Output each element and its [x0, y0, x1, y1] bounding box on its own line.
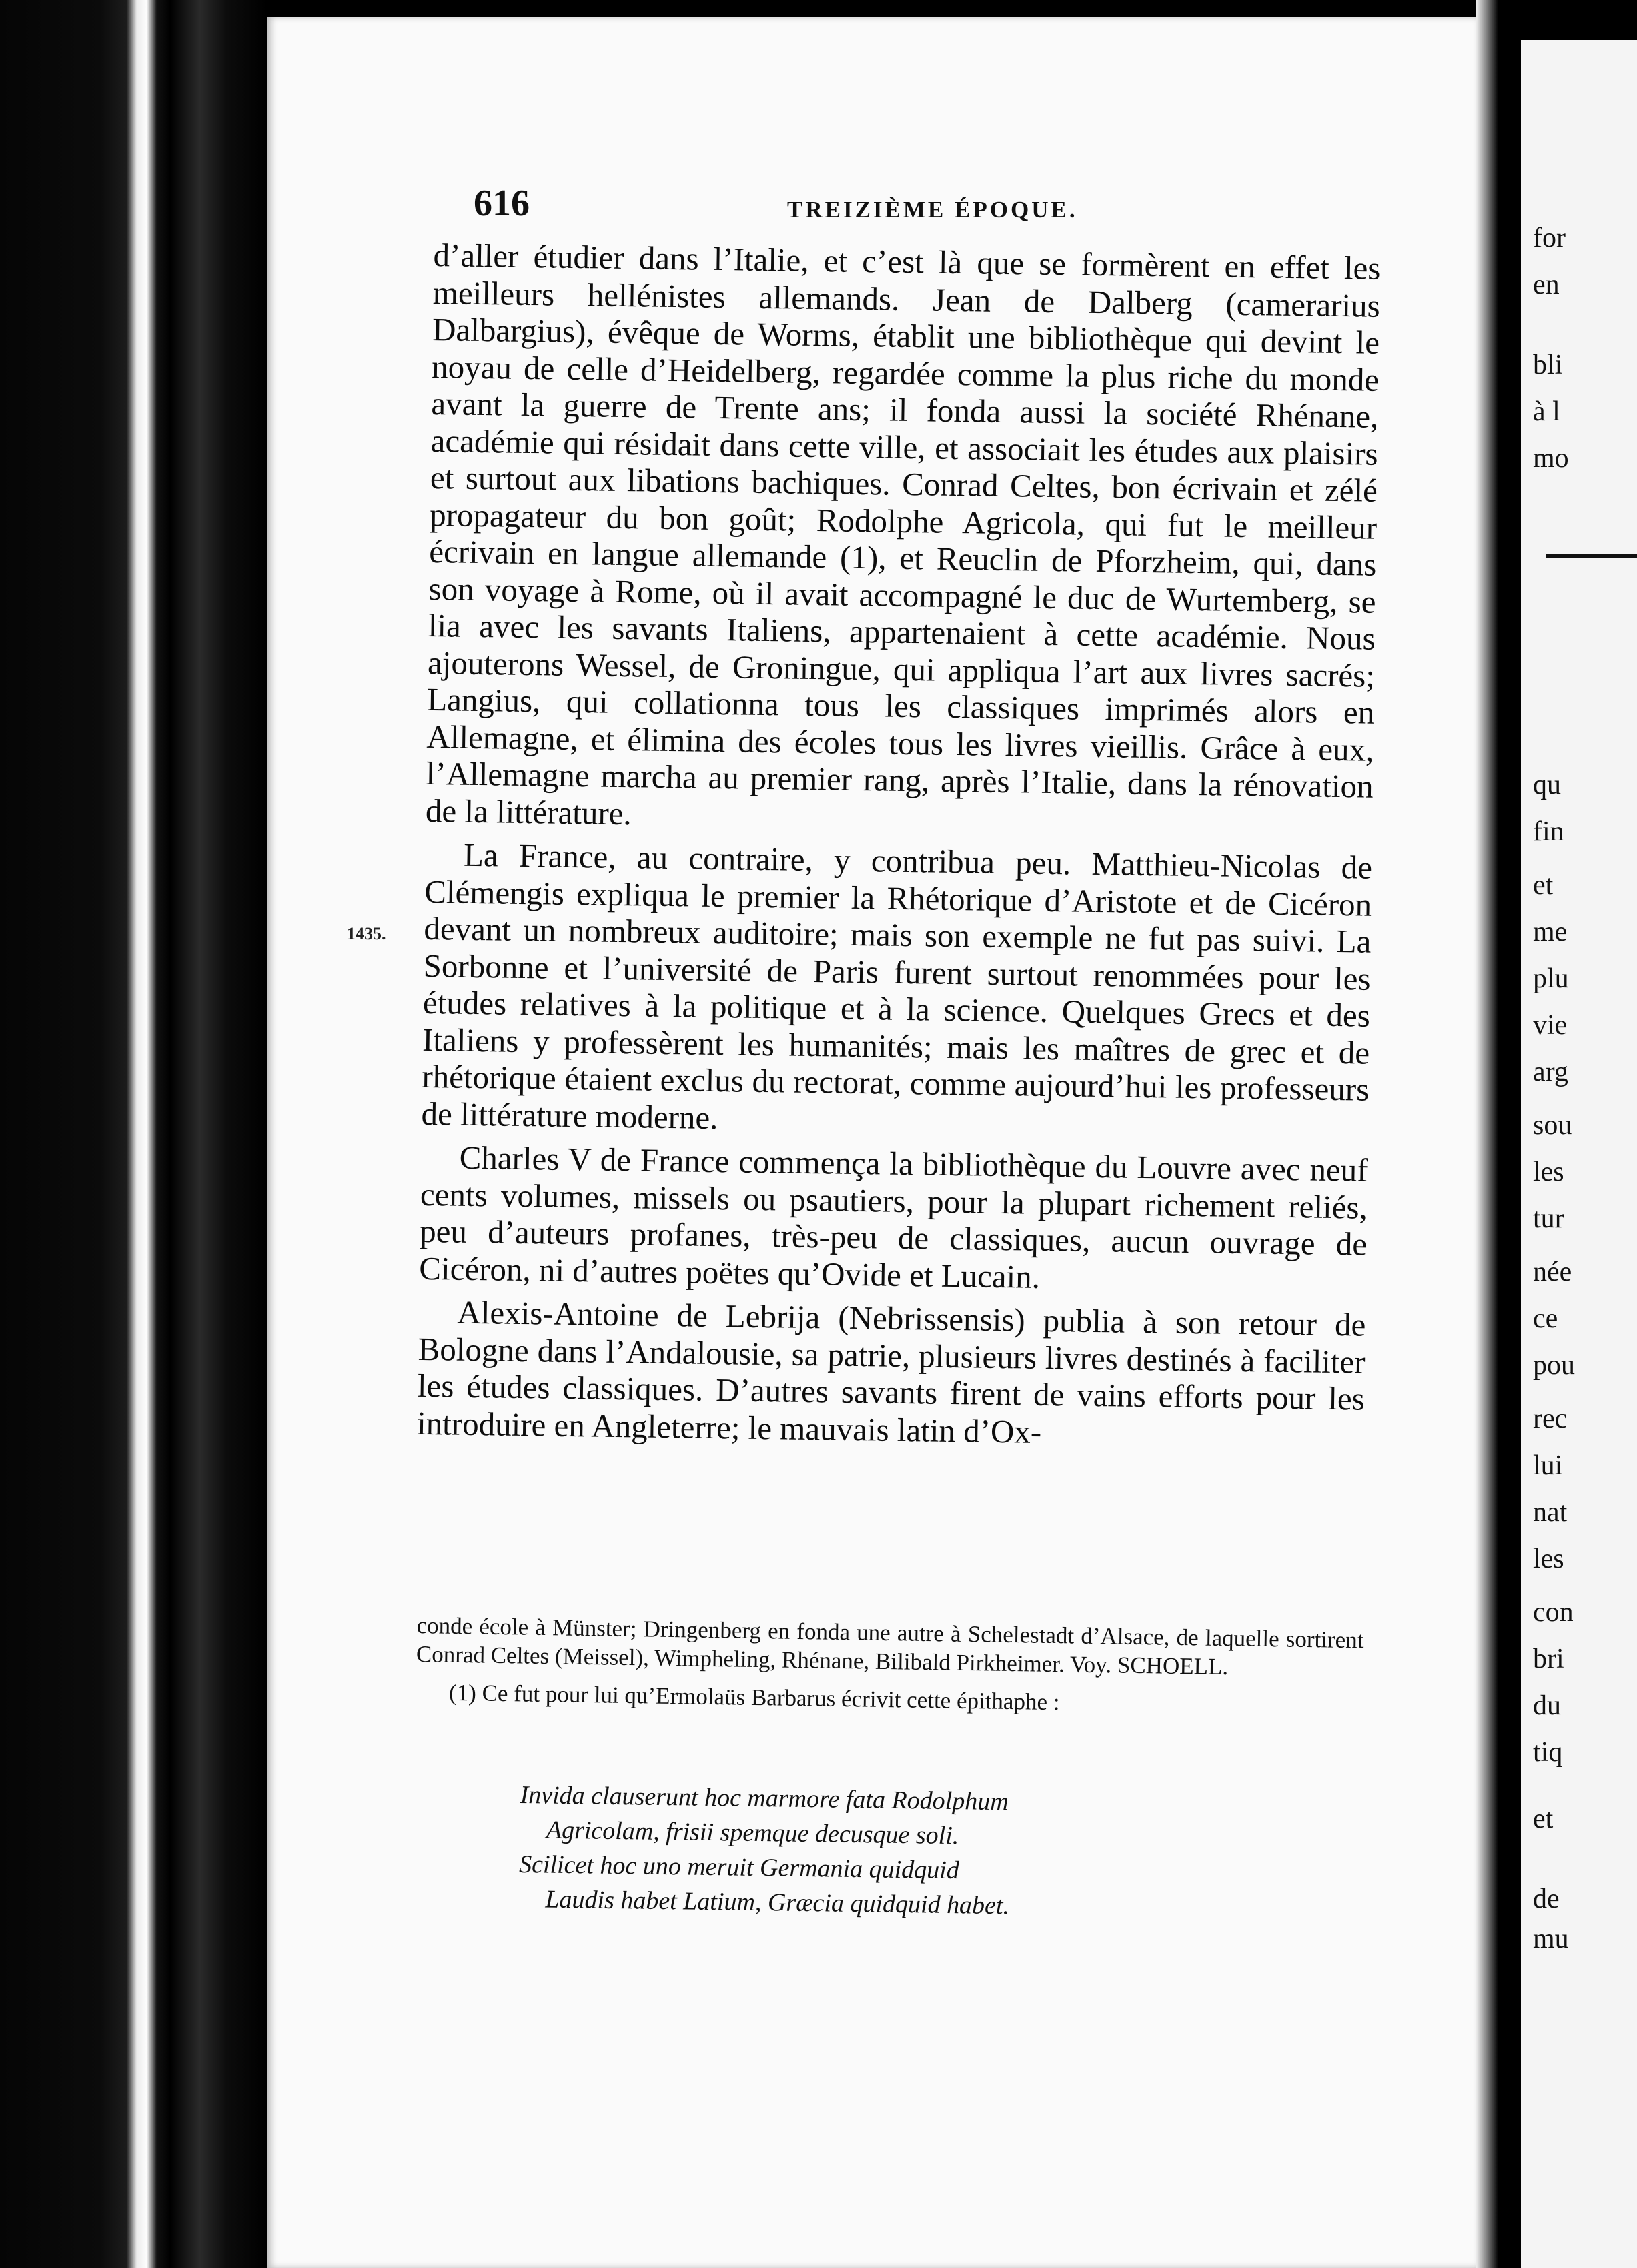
next-page-fragment: tur [1533, 1203, 1564, 1234]
paragraph-4: Alexis-Antoine de Lebrija (Nebrissensis) publia à son retour de Bologne dans l’Andalousie, sa patrie, plusieurs livres destinés à faciliter les études classiques. D’autres savants firent de vains efforts pour les introduire en Angleterre; le mauvais latin d’Ox- [416, 1293, 1366, 1450]
epitaph-line: Scilicet hoc uno meruit Germania quidquid [518, 1850, 960, 1885]
page-number: 616 [474, 183, 530, 224]
next-page-fragment: de [1533, 1884, 1560, 1914]
next-page-fragment: bli [1533, 350, 1563, 380]
next-page-fragment: arg [1533, 1057, 1568, 1087]
next-page-fragment: pou [1533, 1350, 1575, 1381]
next-page-fragment: bri [1533, 1644, 1564, 1674]
next-page-fragment: fin [1533, 816, 1564, 847]
page-header [474, 182, 1378, 229]
next-page-fragment: me [1533, 917, 1568, 947]
book-spine [0, 0, 267, 2268]
next-page-rule [1546, 554, 1637, 558]
paragraph-1: d’aller étudier dans l’Italie, et c’est là que se formèrent en effet les meilleurs hellénistes allemands. Jean de Dalberg (camerarius Dalbargius), évêque de Worms, établit une bibliothèque qui devint le noyau de celle d’Heidelberg, regardée comme la plus riche du monde avant la guerre de Trente ans; il fonda aussi la société Rhénane, académie qui résidait dans cette ville, et associait les études aux plaisirs et surtout aux libations bachiques. Conrad Celtes, bon écrivain et zélé propagateur du bon goût; Rodolphe Agricola, qui fut le meilleur écrivain en langue allemande (1), et Reuclin de Pforzheim, qui, dans son voyage à Rome, où il avait accompagné le duc de Wurtemberg, se lia avec les savants Italiens, appartenaient à cette académie. Nous ajouterons Wessel, de Groningue, qui appliqua l’art aux livres sacrés; Langius, qui collationna tous les classiques imprimés alors en Allemagne, et élimina des écoles tous les livres vieillis. Grâce à eux, l’Allemagne marcha au premier rang, après l’Italie, dans la rénovation de la littérature. [425, 237, 1381, 832]
next-page-fragment: les [1533, 1157, 1564, 1187]
next-page-fragment: sou [1533, 1110, 1572, 1141]
next-page-fragment: nat [1533, 1497, 1568, 1528]
epitaph [518, 1778, 1187, 1926]
next-page-edge [1521, 40, 1637, 2268]
footnotes [416, 1611, 1364, 1721]
main-text [417, 237, 1381, 1455]
page-gutter [1476, 0, 1521, 2268]
next-page-fragment: les [1533, 1544, 1564, 1574]
next-page-fragment: en [1533, 269, 1560, 300]
epitaph-line: Laudis habet Latium, Græcia quidquid habet. [545, 1885, 1010, 1920]
next-page-fragment: tiq [1533, 1737, 1563, 1768]
footnote-continued: conde école à Münster; Dringenberg en fonda une autre à Schelestadt d’Alsace, de laquelle sortirent Conrad Celtes (Meissel), Wimpheling, Rhénane, Bilibald Pirkheimer. Voy. SCHOELL. [416, 1612, 1364, 1680]
epitaph-line: Invida clauserunt hoc marmore fata Rodolphum [520, 1780, 1009, 1816]
next-page-fragment: mu [1533, 1924, 1569, 1954]
running-head: TREIZIÈME ÉPOQUE. [787, 197, 1078, 223]
paragraph-3: Charles V de France commença la bibliothèque du Louvre avec neuf cents volumes, missels ou psautiers, pour la plupart richement reliés, peu d’auteurs profanes, très-peu de classiques, aucun ouvrage de Cicéron, ni d’autres poëtes qu’Ovide et Lucain. [419, 1139, 1368, 1295]
next-page-fragment: et [1533, 1804, 1554, 1834]
epitaph-line: Agricolam, frisii spemque decusque soli. [546, 1816, 959, 1850]
next-page-fragment: et [1533, 870, 1554, 901]
next-page-fragment: con [1533, 1597, 1574, 1628]
next-page-fragment: plu [1533, 963, 1569, 994]
next-page-fragment: vie [1533, 1010, 1568, 1041]
next-page-fragment: mo [1533, 443, 1569, 474]
next-page-fragment: for [1533, 223, 1566, 253]
book-page [267, 17, 1476, 2268]
margin-date: 1435. [347, 924, 386, 943]
next-page-fragment: lui [1533, 1450, 1563, 1481]
paragraph-2: La France, au contraire, y contribua peu. Matthieu-Nicolas de Clémengis expliqua le premier la Rhétorique d’Aristote et de Cicéron devant un nombreux auditoire; mais son exemple ne fut pas suivi. La Sorbonne et l’université de Paris furent surtout renommées pour les études relatives à la politique et à la science. Quelques Grecs et des Italiens y professèrent les humanités; mais les maîtres de grec et de rhétorique étaient exclus du rectorat, comme aujourd’hui les professeurs de littérature moderne. [421, 836, 1373, 1136]
next-page-fragment: rec [1533, 1403, 1568, 1434]
footnote-1: (1) Ce fut pour lui qu’Ermolaüs Barbarus écrivit cette épithaphe : [448, 1679, 1060, 1716]
next-page-fragment: ce [1533, 1303, 1558, 1334]
next-page-fragment: qu [1533, 770, 1561, 800]
next-page-fragment: née [1533, 1257, 1572, 1287]
next-page-fragment: à l [1533, 396, 1560, 427]
next-page-fragment: du [1533, 1690, 1561, 1721]
